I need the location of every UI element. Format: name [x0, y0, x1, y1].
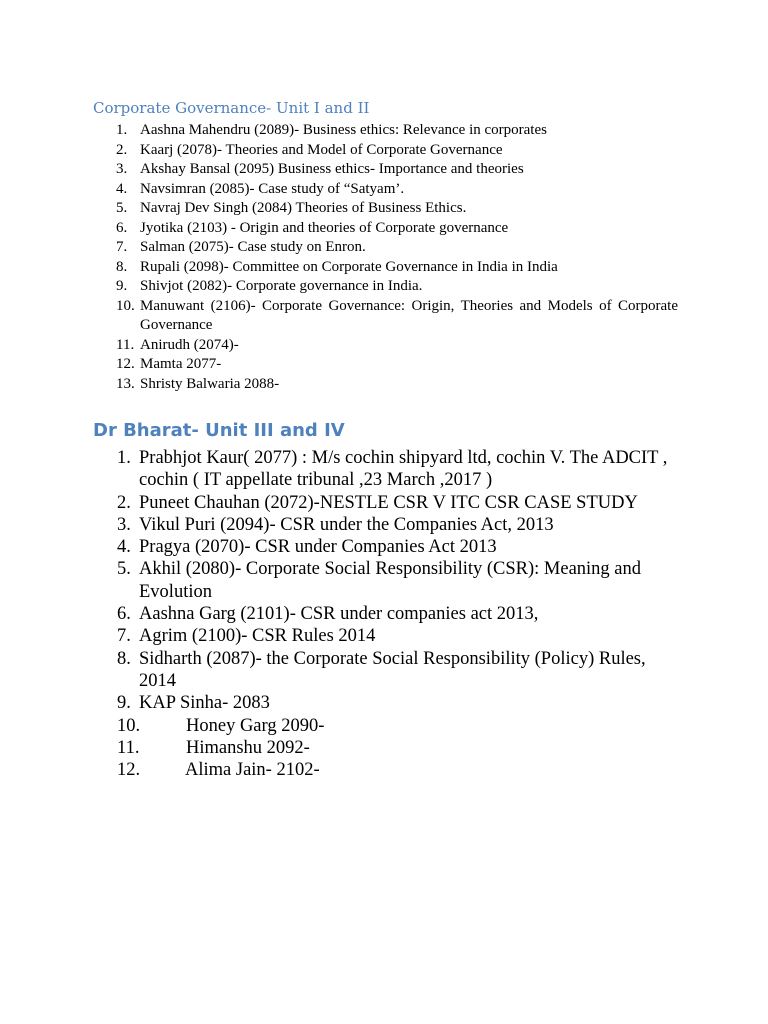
- list-item-text: Sidharth (2087)- the Corporate Social Responsibility (Policy) Rules, 2014: [139, 648, 646, 691]
- list-item: [117, 759, 677, 781]
- list-item-text: Honey Garg 2090-: [186, 715, 325, 736]
- list-item-text: Aashna Garg (2101)- CSR under companies act 2013,: [139, 604, 539, 625]
- list-item-text: Himanshu 2092-: [186, 737, 310, 758]
- list-item-text: Anirudh (2074)-: [140, 336, 239, 353]
- list-item-text: Alima Jain- 2102-: [185, 760, 320, 781]
- list-item-text: Prabhjot Kaur( 2077) : M/s cochin shipyard ltd, cochin V. The ADCIT , cochin ( IT appellate tribunal ,23 March ,2017 ): [139, 448, 668, 491]
- list-item: [117, 514, 677, 536]
- list-item-number: 2.: [116, 141, 128, 158]
- list-item: [116, 238, 678, 258]
- list-item-number: 1.: [116, 122, 128, 138]
- list-item-number: 10.: [117, 715, 141, 736]
- list-item-text: Vikul Puri (2094)- CSR under the Companies Act, 2013: [139, 514, 554, 535]
- list-item-text: Rupali (2098)- Committee on Corporate Governance in India in India: [140, 258, 558, 275]
- list-item: [116, 258, 678, 278]
- list-item-number: 3.: [117, 514, 131, 535]
- list-item: [117, 603, 677, 625]
- list-item-number: 4.: [117, 537, 131, 558]
- list-item-text: Salman (2075)- Case study on Enron.: [140, 239, 366, 255]
- section-heading-dr-bharat: Dr Bharat- Unit III and IV: [93, 420, 345, 441]
- list-item: [116, 297, 678, 336]
- list-item-number: 8.: [117, 648, 131, 669]
- list-item: [116, 355, 678, 375]
- list-item-text: Akshay Bansal (2095) Business ethics- Importance and theories: [140, 161, 524, 177]
- corporate-governance-list: [116, 121, 678, 394]
- list-item: [116, 121, 678, 141]
- section-heading-corporate-governance: Corporate Governance- Unit I and II: [93, 99, 370, 117]
- list-item: [117, 558, 677, 603]
- list-item-number: 1.: [117, 448, 131, 468]
- list-item: [116, 160, 678, 180]
- list-item-number: 6.: [117, 604, 131, 625]
- list-item-number: 12.: [117, 760, 141, 781]
- list-item: [117, 625, 677, 647]
- list-item-number: 3.: [116, 161, 128, 177]
- list-item-number: 9.: [116, 278, 128, 294]
- list-item-text: KAP Sinha- 2083: [139, 693, 270, 714]
- list-item-text: Agrim (2100)- CSR Rules 2014: [139, 626, 376, 647]
- list-item: [117, 715, 677, 737]
- list-item: [116, 180, 678, 200]
- list-item-text: Puneet Chauhan (2072)-NESTLE CSR V ITC CSR CASE STUDY: [139, 492, 638, 513]
- list-item: [116, 277, 678, 297]
- list-item-text: Jyotika (2103) - Origin and theories of Corporate governance: [140, 219, 509, 236]
- list-item-text: Aashna Mahendru (2089)- Business ethics: Relevance in corporates: [140, 122, 547, 138]
- list-item: [116, 219, 678, 239]
- list-item: [116, 199, 678, 219]
- list-item-number: 6.: [116, 219, 128, 236]
- list-item-text: Mamta 2077-: [140, 356, 222, 372]
- list-item: [117, 536, 677, 558]
- list-item-text: Pragya (2070)- CSR under Companies Act 2013: [139, 537, 497, 558]
- list-item-number: 7.: [117, 626, 131, 647]
- list-item-number: 13.: [116, 375, 135, 392]
- list-item-number: 7.: [116, 239, 128, 255]
- list-item: [116, 336, 678, 356]
- dr-bharat-list: [117, 447, 677, 781]
- list-item: [117, 492, 677, 514]
- list-item-number: 9.: [117, 693, 131, 714]
- list-item: [117, 648, 677, 693]
- list-item: [116, 141, 678, 161]
- list-item-number: 4.: [116, 180, 128, 197]
- list-item-number: 12.: [116, 356, 135, 372]
- list-item-number: 8.: [116, 258, 128, 275]
- list-item-text: Navraj Dev Singh (2084) Theories of Business Ethics.: [140, 200, 467, 216]
- list-item-text: Akhil (2080)- Corporate Social Responsibility (CSR): Meaning and Evolution: [139, 559, 642, 602]
- list-item-text: Kaarj (2078)- Theories and Model of Corporate Governance: [140, 141, 503, 158]
- list-item-number: 10.: [116, 297, 135, 314]
- list-item-text: Shristy Balwaria 2088-: [140, 375, 280, 392]
- list-item: [116, 375, 678, 395]
- list-item-number: 2.: [117, 492, 131, 513]
- list-item-number: 11.: [117, 737, 140, 758]
- list-item-text: Navsimran (2085)- Case study of “Satyam’.: [140, 180, 405, 197]
- list-item-number: 5.: [117, 559, 131, 580]
- list-item: [117, 692, 677, 714]
- list-item-number: 5.: [116, 200, 128, 216]
- list-item-text: Shivjot (2082)- Corporate governance in India.: [140, 278, 423, 294]
- list-item-number: 11.: [116, 336, 135, 353]
- list-item: [117, 447, 677, 492]
- list-item-text: Manuwant (2106)- Corporate Governance: Origin, Theories and Models of Corporate Governance: [140, 297, 678, 333]
- list-item: [117, 737, 677, 759]
